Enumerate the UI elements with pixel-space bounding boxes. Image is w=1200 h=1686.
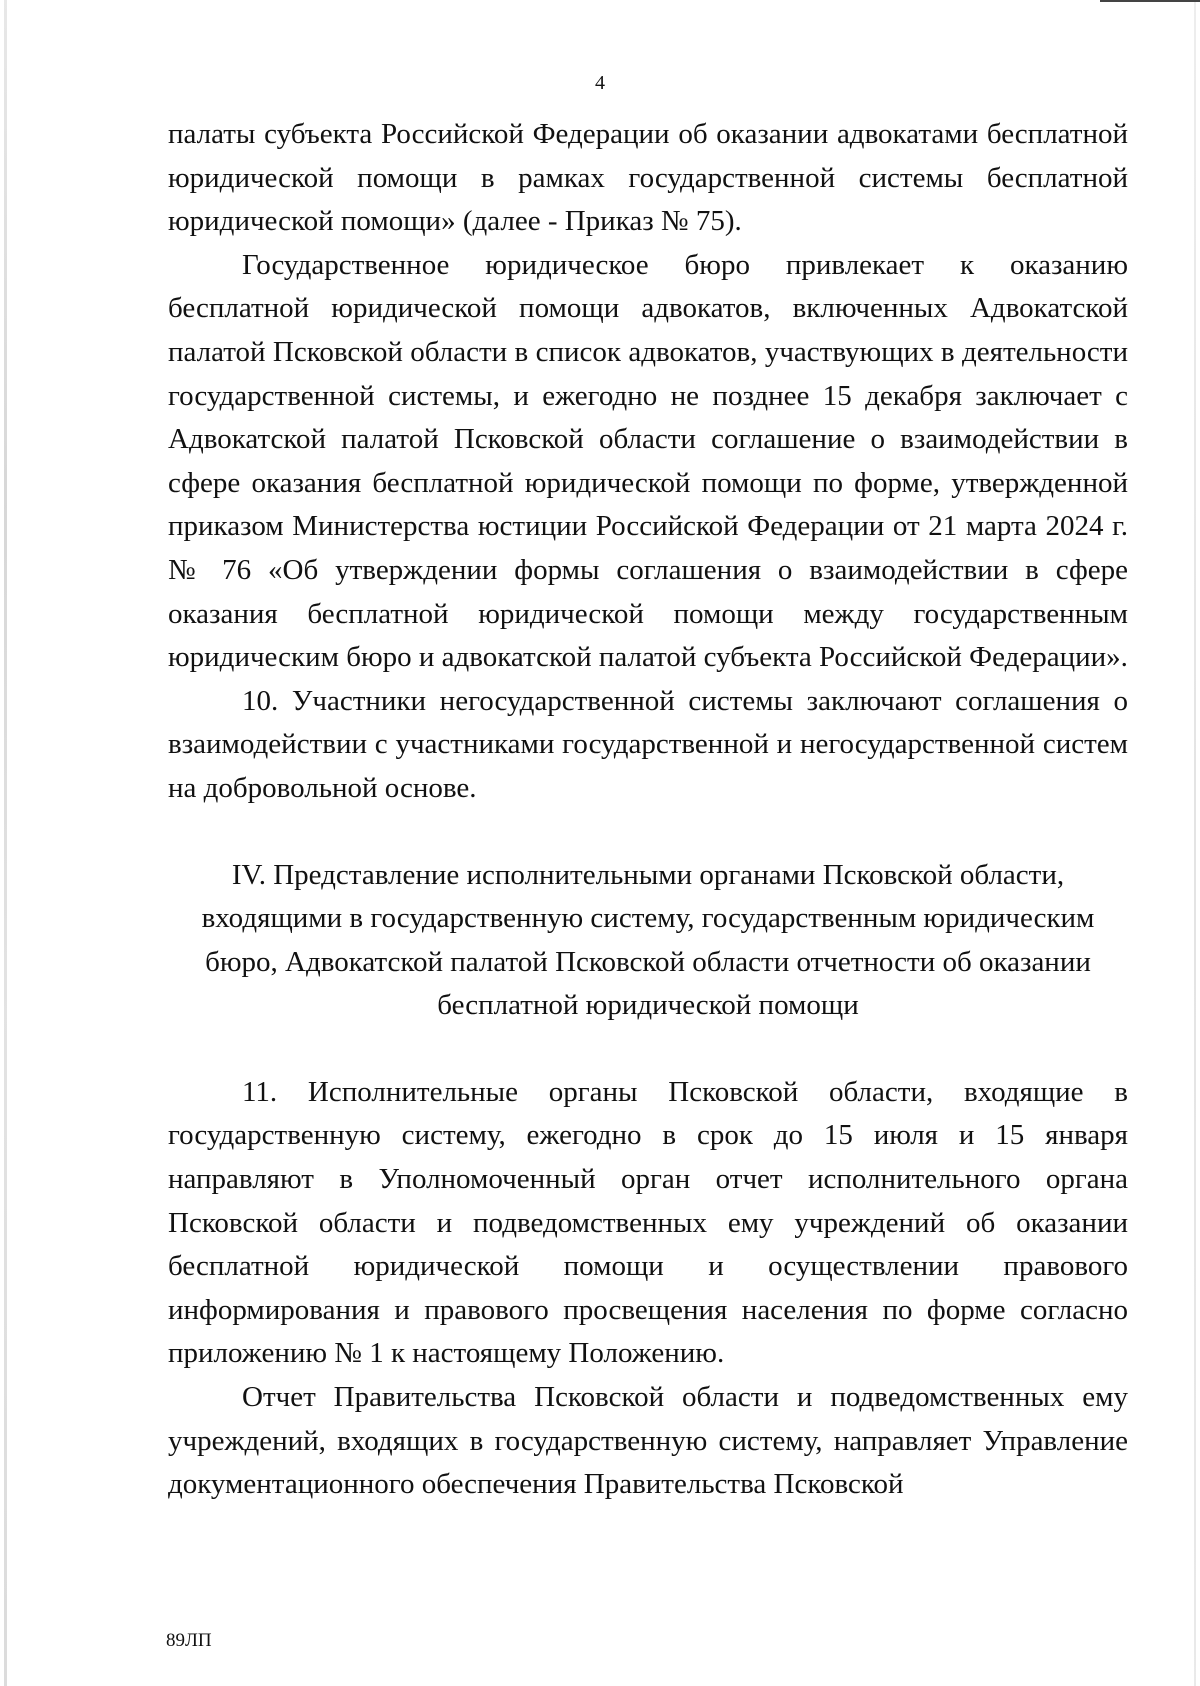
paragraph-continuation: палаты субъекта Российской Федерации об оказании адвокатами бесплатной юридической помощи в рамках государственной системы бесплатной юридической помощи» (далее - Приказ № 75). xyxy=(168,118,1128,238)
scan-edge-right xyxy=(1194,0,1196,1686)
page-number: 4 xyxy=(595,72,605,94)
paragraph-11: 11. Исполнительные органы Псковской области, входящие в государственную систему, ежегодно в срок до 15 июля и 15 января направляют в Уполномоченный орган отчет исполнительного органа Псковской области и подведомственных ему учреждений об оказании бесплатной юридической помощи и осуществлении правового информирования и правового просвещения населения по форме согласно приложению № 1 к настоящему Положению. xyxy=(168,1075,1128,1370)
document-body xyxy=(168,113,1128,1507)
footer-code: 89ЛП xyxy=(166,1630,212,1651)
paragraph-10: 10. Участники негосударственной системы заключают соглашения о взаимодействии с участниками государственной и негосударственной систем на добровольной основе. xyxy=(168,684,1128,804)
scan-edge-left xyxy=(4,0,7,1686)
scan-top-rule xyxy=(1100,0,1200,2)
paragraph-government-report: Отчет Правительства Псковской области и подведомственных ему учреждений, входящих в государственную систему, направляет Управление документационного обеспечения Правительства Псковской xyxy=(168,1381,1128,1501)
section-heading: IV. Представление исполнительными органами Псковской области, входящими в государственную систему, государственным юридическим бюро, Адвокатской палатой Псковской области отчетности об оказании бесплатной юридической помощи xyxy=(201,858,1095,1022)
paragraph-bureau: Государственное юридическое бюро привлекает к оказанию бесплатной юридической помощи адвокатов, включенных Адвокатской палатой Псковской области в список адвокатов, участвующих в деятельности государственной системы, и ежегодно не позднее 15 декабря заключает с Адвокатской палатой Псковской области соглашение о взаимодействии в сфере оказания бесплатной юридической помощи по форме, утвержденной приказом Министерства юстиции Российской Федерации от 21 марта 2024 г. № 76 «Об утверждении формы соглашения о взаимодействии в сфере оказания бесплатной юридической помощи между государственным юридическим бюро и адвокатской палатой субъекта Российской Федерации». xyxy=(168,248,1128,674)
